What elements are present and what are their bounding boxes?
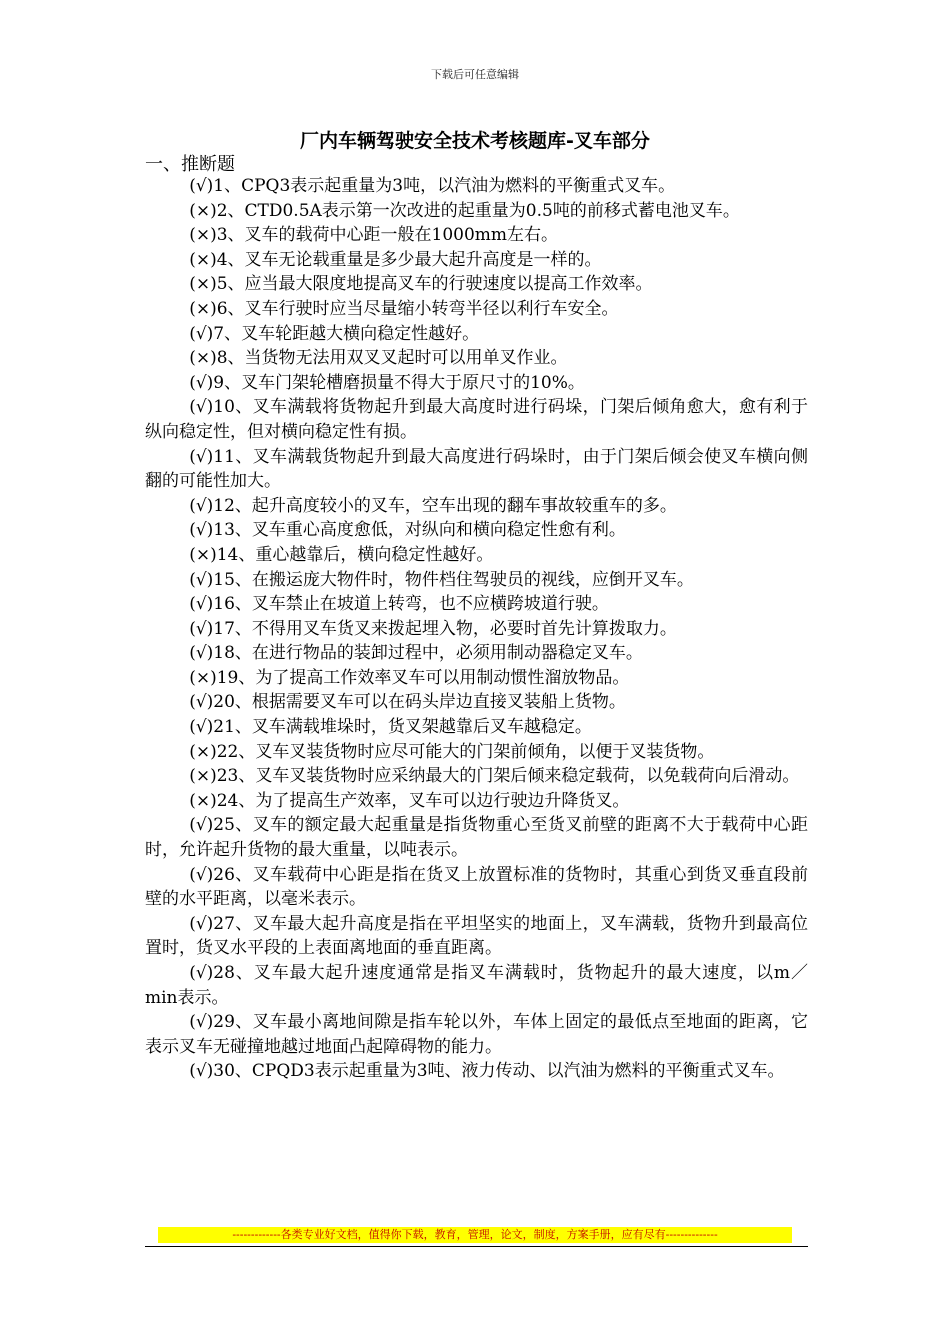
question-item: (√)21、叉车满载堆垛时，货叉架越靠后叉车越稳定。 [189, 717, 592, 738]
question-item: (√)9、叉车门架轮槽磨损量不得大于原尺寸的10%。 [189, 372, 585, 393]
question-item: (√)28、叉车最大起升速度通常是指叉车满载时，货物起升的最大速度，以m／min表示。 [145, 963, 808, 1008]
question-item: (×)6、叉车行驶时应当尽量缩小转弯半径以利行车安全。 [189, 298, 619, 319]
question-item: (√)12、起升高度较小的叉车，空车出现的翻车事故较重车的多。 [189, 495, 677, 516]
question-list [145, 174, 808, 1084]
question-item: (×)14、重心越靠后，横向稳定性越好。 [189, 544, 494, 565]
question-item: (×)4、叉车无论载重量是多少最大起升高度是一样的。 [189, 249, 602, 270]
question-item: (×)24、为了提高生产效率，叉车可以边行驶边升降货叉。 [189, 790, 630, 811]
question-item: (×)23、叉车叉装货物时应采纳最大的门架后倾来稳定载荷，以免载荷向后滑动。 [189, 766, 800, 787]
document-title: 厂内车辆驾驶安全技术考核题库-叉车部分 [300, 130, 650, 152]
question-item: (√)16、叉车禁止在坡道上转弯，也不应横跨坡道行驶。 [189, 594, 609, 615]
question-item: (×)22、叉车叉装货物时应尽可能大的门架前倾角，以便于叉装货物。 [189, 741, 715, 762]
question-item: (√)20、根据需要叉车可以在码头岸边直接叉装船上货物。 [189, 692, 626, 713]
question-item: (√)7、叉车轮距越大横向稳定性越好。 [189, 323, 480, 344]
section-heading: 一、推断题 [145, 154, 235, 175]
question-item: (√)18、在进行物品的装卸过程中，必须用制动器稳定叉车。 [189, 643, 643, 664]
question-item: (√)30、CPQD3表示起重量为3吨、液力传动、以汽油为燃料的平衡重式叉车。 [189, 1061, 785, 1082]
question-item: (√)13、叉车重心高度愈低，对纵向和横向稳定性愈有利。 [189, 520, 626, 541]
question-item: (×)3、叉车的载荷中心距一般在1000mm左右。 [189, 225, 559, 246]
question-item: (×)2、CTD0.5A表示第一次改进的起重量为0.5吨的前移式蓄电池叉车。 [189, 200, 740, 221]
question-item: (√)17、不得用叉车货叉来拨起埋入物，必要时首先计算拨取力。 [189, 618, 677, 639]
question-item: (√)27、叉车最大起升高度是指在平坦坚实的地面上，叉车满载，货物升到最高位置时，货叉水平段的上表面离地面的垂直距离。 [145, 913, 808, 959]
question-item: (√)26、叉车载荷中心距是指在货叉上放置标准的货物时，其重心到货叉垂直段前壁的水平距离，以毫米表示。 [145, 864, 808, 910]
footer-banner: -------------各类专业好文档，值得你下载，教育，管理，论文，制度，方案手册，应有尽有-------------- [158, 1227, 792, 1243]
footer-divider [145, 1246, 808, 1247]
question-item: (√)1、CPQ3表示起重量为3吨，以汽油为燃料的平衡重式叉车。 [189, 176, 676, 196]
question-item: (√)10、叉车满载将货物起升到最大高度时进行码垛，门架后倾角愈大，愈有利于纵向稳定性，但对横向稳定性有损。 [145, 397, 808, 442]
question-item: (√)25、叉车的额定最大起重量是指货物重心至货叉前壁的距离不大于载荷中心距时，允许起升货物的最大重量，以吨表示。 [145, 815, 808, 861]
question-item: (√)29、叉车最小离地间隙是指车轮以外，车体上固定的最低点至地面的距离，它表示叉车无碰撞地越过地面凸起障碍物的能力。 [145, 1012, 808, 1057]
question-item: (×)8、当货物无法用双叉叉起时可以用单叉作业。 [189, 348, 568, 369]
question-item: (×)5、应当最大限度地提高叉车的行驶速度以提高工作效率。 [189, 274, 653, 295]
question-item: (√)11、叉车满载货物起升到最大高度进行码垛时，由于门架后倾会使叉车横向侧翻的可能性加大。 [145, 446, 808, 492]
question-item: (√)15、在搬运庞大物件时，物件档住驾驶员的视线，应倒开叉车。 [189, 569, 694, 590]
header-note: 下载后可任意编辑 [431, 68, 519, 81]
question-item: (×)19、为了提高工作效率叉车可以用制动惯性溜放物品。 [189, 667, 630, 688]
